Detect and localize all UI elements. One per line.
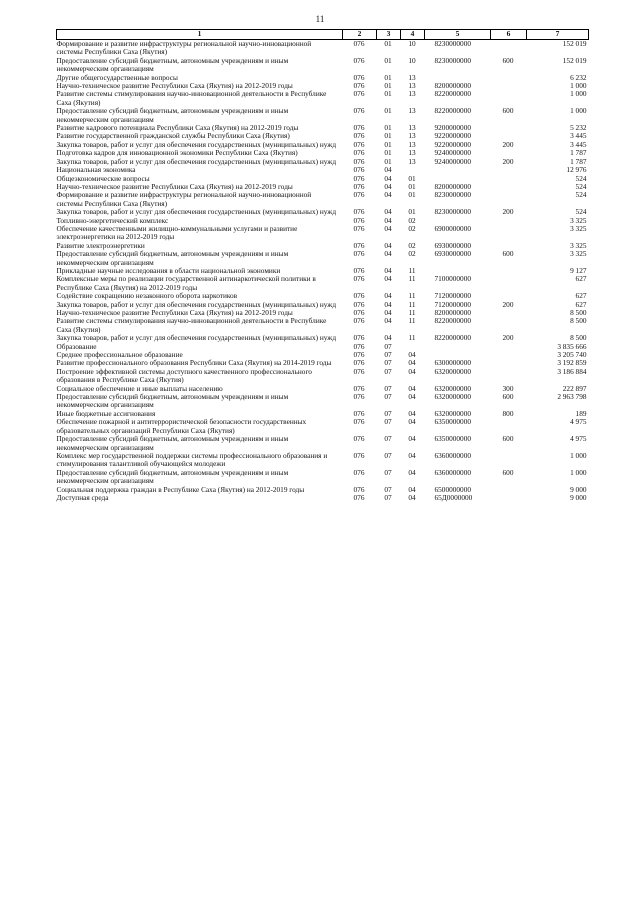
row-name: Содействие сокращению незаконного оборота наркотиков <box>56 291 238 301</box>
subsection-code: 04 <box>408 492 416 502</box>
table-row <box>57 435 589 452</box>
amount: 4 975 <box>570 417 587 427</box>
table-row <box>57 393 589 410</box>
target-article-code: 6900000000 <box>434 223 471 233</box>
row-name: Закупка товаров, работ и услуг для обеспечения государственных (муниципальных) нужд <box>56 299 337 309</box>
target-article-code: 6360000000 <box>434 450 471 460</box>
amount: 152 019 <box>562 55 587 65</box>
row-name: Научно-техническое развитие Республики Саха (Якутия) на 2012-2019 годы <box>56 181 293 191</box>
subsection-code: 02 <box>408 223 416 233</box>
amount: 9 127 <box>570 265 587 275</box>
row-name: Закупка товаров, работ и услуг для обеспечения государственных (муниципальных) нужд <box>56 333 337 343</box>
table-row <box>57 225 589 242</box>
section-code: 01 <box>384 72 392 82</box>
amount: 627 <box>575 299 587 309</box>
expense-type-code <box>491 124 527 132</box>
chapter-code: 076 <box>353 333 365 343</box>
row-name: Закупка товаров, работ и услуг для обеспечения государственных (муниципальных) нужд <box>56 139 337 149</box>
subsection-code: 04 <box>408 350 416 360</box>
chapter-code: 076 <box>353 165 365 175</box>
section-code: 01 <box>384 81 392 91</box>
chapter-code: 076 <box>353 223 365 233</box>
subsection-code: 10 <box>408 55 416 65</box>
amount: 1 000 <box>570 89 587 99</box>
amount: 1 000 <box>570 81 587 91</box>
section-code: 07 <box>384 492 392 502</box>
row-name: Доступная среда <box>56 492 109 502</box>
section-code: 04 <box>384 165 392 175</box>
chapter-code: 076 <box>353 89 365 99</box>
expense-type-code <box>491 343 527 351</box>
amount: 8 500 <box>570 316 587 326</box>
amount: 1 787 <box>570 148 587 158</box>
section-code: 01 <box>384 156 392 166</box>
expense-type-code <box>491 486 527 494</box>
table-row <box>57 158 589 166</box>
row-name: Комплекс мер государственной поддержки системы профессионального образования и стимулирования талантливой обучающейся молодежи <box>56 450 328 469</box>
target-article-code: 8230000000 <box>434 190 471 200</box>
subsection-code: 11 <box>408 299 416 309</box>
table-row <box>57 90 589 107</box>
row-name: Обеспечение качественными жилищно-коммунальными услугами и развитие электроэнергетики на 2012-2019 годы <box>56 223 298 242</box>
amount: 524 <box>575 173 587 183</box>
chapter-code: 076 <box>353 350 365 360</box>
table-row <box>57 250 589 267</box>
row-name: Социальная поддержка граждан в Республике Саха (Якутия) на 2012-2019 годы <box>56 484 305 494</box>
amount: 189 <box>575 408 587 418</box>
row-name: Другие общегосударственные вопросы <box>56 72 178 82</box>
expense-type-code <box>491 166 527 174</box>
table-row <box>57 191 589 208</box>
subsection-code: 11 <box>408 308 416 317</box>
section-code: 04 <box>384 240 392 250</box>
table-row <box>57 368 589 385</box>
subsection-code: 13 <box>408 148 416 158</box>
target-article-code: 9240000000 <box>434 156 471 166</box>
subsection-code: 04 <box>408 366 416 376</box>
target-article-code: 6320000000 <box>434 408 471 418</box>
expense-type-code <box>491 183 527 191</box>
target-article-code: 7120000000 <box>434 299 471 309</box>
amount: 524 <box>575 207 587 217</box>
amount: 1 787 <box>570 156 587 166</box>
table-body <box>57 40 589 503</box>
section-code: 01 <box>384 131 392 141</box>
row-name: Общеэкономические вопросы <box>56 173 150 183</box>
section-code: 07 <box>384 434 392 444</box>
expense-type-code: 600 <box>502 249 514 259</box>
subsection-code: 10 <box>408 39 416 48</box>
expense-type-code: 800 <box>502 408 514 418</box>
chapter-code: 076 <box>353 72 365 82</box>
target-article-code: 9220000000 <box>434 139 471 149</box>
table-row <box>57 40 589 57</box>
row-name: Развитие профессионального образования Республики Саха (Якутия) на 2014-2019 годы <box>56 358 332 368</box>
amount: 2 963 798 <box>557 392 587 402</box>
amount: 9 000 <box>570 492 587 502</box>
expense-type-code <box>491 90 527 107</box>
section-code: 07 <box>384 341 392 351</box>
table-row <box>57 334 589 342</box>
chapter-code: 076 <box>353 392 365 402</box>
table-row <box>57 469 589 486</box>
expense-type-code: 200 <box>502 207 514 217</box>
chapter-code: 076 <box>353 467 365 477</box>
expense-type-code <box>491 368 527 385</box>
subsection-code: 11 <box>408 291 416 301</box>
row-name: Предоставление субсидий бюджетным, автономным учреждениям и иным некоммерческим организациям <box>56 249 289 267</box>
expense-type-code <box>491 217 527 225</box>
expense-type-code: 200 <box>502 333 514 343</box>
target-article-code: 8230000000 <box>434 207 471 217</box>
row-name: Развитие системы стимулирования научно-инновационной деятельности в Республике Саха (Якутия) <box>56 316 327 334</box>
row-name: Формирование и развитие инфраструктуры региональной научно-инновационной системы Республики Саха (Якутия) <box>56 190 312 208</box>
subsection-code: 01 <box>408 173 416 183</box>
target-article-code: 8220000000 <box>434 333 471 343</box>
expense-type-code <box>491 275 527 292</box>
header-col-6: 6 <box>491 30 527 40</box>
row-name: Среднее профессиональное образование <box>56 350 183 360</box>
budget-table <box>56 29 589 502</box>
section-code: 04 <box>384 316 392 326</box>
row-name: Научно-техническое развитие Республики Саха (Якутия) на 2012-2019 годы <box>56 81 293 91</box>
row-name: Развитие системы стимулирования научно-инновационной деятельности в Республике Саха (Якутия) <box>56 89 327 107</box>
header-col-4: 4 <box>401 30 425 40</box>
section-code: 04 <box>384 274 392 284</box>
amount: 3 325 <box>570 240 587 250</box>
chapter-code: 076 <box>353 358 365 368</box>
section-code: 04 <box>384 223 392 233</box>
expense-type-code <box>491 452 527 469</box>
subsection-code: 04 <box>408 484 416 494</box>
expense-type-code <box>491 40 527 57</box>
target-article-code: 8220000000 <box>434 316 471 326</box>
subsection-code: 04 <box>408 383 416 393</box>
amount: 4 975 <box>570 434 587 444</box>
target-article-code: 6350000000 <box>434 417 471 427</box>
target-article-code: 6930000000 <box>434 240 471 250</box>
chapter-code: 076 <box>353 291 365 301</box>
target-article-code: 8230000000 <box>434 39 471 48</box>
amount: 524 <box>575 181 587 191</box>
amount: 8 500 <box>570 308 587 317</box>
section-code: 01 <box>384 89 392 99</box>
subsection-code: 13 <box>408 106 416 116</box>
subsection-code: 11 <box>408 274 416 284</box>
table-row <box>57 452 589 469</box>
subsection-code: 04 <box>408 408 416 418</box>
subsection-code: 11 <box>408 333 416 343</box>
subsection-code: 01 <box>408 207 416 217</box>
section-code: 04 <box>384 299 392 309</box>
expense-type-code: 200 <box>502 299 514 309</box>
target-article-code <box>425 166 491 174</box>
target-article-code: 8230000000 <box>434 55 471 65</box>
section-code: 07 <box>384 450 392 460</box>
subsection-code: 04 <box>408 434 416 444</box>
section-code: 01 <box>384 139 392 149</box>
expense-type-code: 600 <box>502 467 514 477</box>
chapter-code: 076 <box>353 450 365 460</box>
header-col-3: 3 <box>377 30 401 40</box>
row-name: Предоставление субсидий бюджетным, автономным учреждениям и иным некоммерческим организациям <box>56 467 289 486</box>
chapter-code: 076 <box>353 434 365 444</box>
subsection-code: 02 <box>408 249 416 259</box>
target-article-code: 9240000000 <box>434 148 471 158</box>
table-row <box>57 107 589 124</box>
expense-type-code <box>491 309 527 317</box>
expense-type-code <box>491 418 527 435</box>
chapter-code: 076 <box>353 156 365 166</box>
section-code: 01 <box>384 106 392 116</box>
chapter-code: 076 <box>353 39 365 48</box>
header-col-2: 2 <box>343 30 377 40</box>
subsection-code: 13 <box>408 81 416 91</box>
section-code: 04 <box>384 173 392 183</box>
expense-type-code: 200 <box>502 139 514 149</box>
subsection-code: 01 <box>408 190 416 200</box>
chapter-code: 076 <box>353 366 365 376</box>
target-article-code: 7120000000 <box>434 291 471 301</box>
section-code: 04 <box>384 265 392 275</box>
section-code: 07 <box>384 392 392 402</box>
row-name: Национальная экономика <box>56 165 136 175</box>
subsection-code: 13 <box>408 72 416 82</box>
row-name: Предоставление субсидий бюджетным, автономным учреждениям и иным некоммерческим организациям <box>56 106 289 124</box>
subsection-code: 04 <box>408 450 416 460</box>
amount: 6 232 <box>570 72 587 82</box>
section-code: 01 <box>384 39 392 48</box>
row-name: Топливно-энергетический комплекс <box>56 215 169 225</box>
row-name: Построение эффективной системы доступного качественного профессионального образования в Республике Саха (Якутия) <box>56 366 312 385</box>
row-name: Социальное обеспечение и иные выплаты населению <box>56 383 223 393</box>
expense-type-code <box>491 317 527 334</box>
target-article-code: 6320000000 <box>434 392 471 402</box>
chapter-code: 076 <box>353 383 365 393</box>
expense-type-code <box>491 267 527 275</box>
target-article-code: 9220000000 <box>434 131 471 141</box>
amount: 3 325 <box>570 249 587 259</box>
chapter-code: 076 <box>353 484 365 494</box>
row-name: Развитие электроэнергетики <box>56 240 145 250</box>
subsection-code: 02 <box>408 240 416 250</box>
header-col-5: 5 <box>425 30 491 40</box>
table-row <box>57 418 589 435</box>
subsection-code: 04 <box>408 467 416 477</box>
amount: 1 000 <box>570 467 587 477</box>
table-row <box>57 486 589 494</box>
amount: 627 <box>575 291 587 301</box>
expense-type-code: 600 <box>502 106 514 116</box>
amount: 524 <box>575 190 587 200</box>
expense-type-code <box>491 494 527 502</box>
target-article-code: 65Д0000000 <box>434 492 473 502</box>
amount: 3 445 <box>570 139 587 149</box>
target-article-code: 6320000000 <box>434 366 471 376</box>
amount: 3 186 884 <box>557 366 587 376</box>
chapter-code: 076 <box>353 249 365 259</box>
section-code: 04 <box>384 190 392 200</box>
target-article-code: 6320000000 <box>434 383 471 393</box>
chapter-code: 076 <box>353 265 365 275</box>
expense-type-code <box>491 225 527 242</box>
target-article-code: 8220000000 <box>434 106 471 116</box>
amount: 222 897 <box>562 383 587 393</box>
target-article-code: 6300000000 <box>434 358 471 368</box>
amount: 3 192 859 <box>557 358 587 368</box>
chapter-code: 076 <box>353 492 365 502</box>
target-article-code: 6350000000 <box>434 434 471 444</box>
subsection-code: 04 <box>408 358 416 368</box>
row-name: Научно-техническое развитие Республики Саха (Якутия) на 2012-2019 годы <box>56 308 293 317</box>
chapter-code: 076 <box>353 55 365 65</box>
expense-type-code <box>491 82 527 90</box>
chapter-code: 076 <box>353 207 365 217</box>
target-article-code: 6500000000 <box>434 484 471 494</box>
chapter-code: 076 <box>353 123 365 133</box>
amount: 3 205 740 <box>557 350 587 360</box>
section-code: 04 <box>384 215 392 225</box>
section-code: 07 <box>384 417 392 427</box>
section-code: 07 <box>384 408 392 418</box>
row-name: Предоставление субсидий бюджетным, автономным учреждениям и иным некоммерческим организациям <box>56 434 289 452</box>
row-name: Образование <box>56 341 97 351</box>
row-name: Развитие кадрового потенциала Республики Саха (Якутия) на 2012-2019 годы <box>56 123 299 133</box>
expense-type-code: 300 <box>502 383 514 393</box>
subsection-code: 04 <box>408 417 416 427</box>
chapter-code: 076 <box>353 417 365 427</box>
expense-type-code <box>491 175 527 183</box>
expense-type-code: 600 <box>502 392 514 402</box>
section-code: 04 <box>384 333 392 343</box>
section-code: 04 <box>384 308 392 317</box>
target-article-code: 8200000000 <box>434 181 471 191</box>
amount: 3 835 666 <box>557 341 587 351</box>
table-header-row <box>57 30 589 40</box>
row-name: Предоставление субсидий бюджетным, автономным учреждениям и иным некоммерческим организациям <box>56 392 289 410</box>
row-name: Иные бюджетные ассигнования <box>56 408 156 418</box>
section-code: 01 <box>384 148 392 158</box>
section-code: 07 <box>384 383 392 393</box>
expense-type-code <box>491 359 527 367</box>
target-article-code: 7100000000 <box>434 274 471 284</box>
section-code: 07 <box>384 467 392 477</box>
target-article-code: 6360000000 <box>434 467 471 477</box>
section-code: 07 <box>384 366 392 376</box>
amount: 5 232 <box>570 123 587 133</box>
row-name: Развитие государственной гражданской службы Республики Саха (Якутия) <box>56 131 290 141</box>
table-row <box>57 57 589 74</box>
chapter-code: 076 <box>353 240 365 250</box>
row-name: Формирование и развитие инфраструктуры региональной научно-инновационной системы Республики Саха (Якутия) <box>56 39 312 57</box>
subsection-code: 13 <box>408 156 416 166</box>
section-code: 07 <box>384 350 392 360</box>
row-name: Обеспечение пожарной и антитеррористической безопасности государственных образовательных организаций Республики Саха (Якутия) <box>56 417 307 435</box>
section-code: 04 <box>384 181 392 191</box>
amount: 9 000 <box>570 484 587 494</box>
subsection-code: 04 <box>408 392 416 402</box>
chapter-code: 076 <box>353 173 365 183</box>
section-code: 01 <box>384 55 392 65</box>
amount: 1 000 <box>570 106 587 116</box>
amount: 3 325 <box>570 223 587 233</box>
subsection-code: 01 <box>408 181 416 191</box>
chapter-code: 076 <box>353 190 365 200</box>
subsection-code: 02 <box>408 215 416 225</box>
amount: 152 019 <box>562 39 587 48</box>
row-name: Предоставление субсидий бюджетным, автономным учреждениям и иным некоммерческим организациям <box>56 55 289 74</box>
section-code: 07 <box>384 358 392 368</box>
subsection-code: 11 <box>408 265 416 275</box>
subsection-code: 11 <box>408 316 416 326</box>
chapter-code: 076 <box>353 148 365 158</box>
row-name: Прикладные научные исследования в области национальной экономики <box>56 265 281 275</box>
section-code: 01 <box>384 123 392 133</box>
chapter-code: 076 <box>353 215 365 225</box>
expense-type-code <box>491 191 527 208</box>
row-name: Закупка товаров, работ и услуг для обеспечения государственных (муниципальных) нужд <box>56 207 337 217</box>
amount: 3 445 <box>570 131 587 141</box>
expense-type-code: 600 <box>502 55 514 65</box>
subsection-code: 13 <box>408 89 416 99</box>
page-number: 11 <box>315 14 325 24</box>
subsection-code: 13 <box>408 139 416 149</box>
amount: 3 325 <box>570 215 587 225</box>
target-article-code <box>425 343 491 351</box>
chapter-code: 076 <box>353 274 365 284</box>
amount: 8 500 <box>570 333 587 343</box>
table-row <box>57 275 589 292</box>
target-article-code: 8200000000 <box>434 81 471 91</box>
amount: 627 <box>575 274 587 284</box>
chapter-code: 076 <box>353 181 365 191</box>
chapter-code: 076 <box>353 106 365 116</box>
chapter-code: 076 <box>353 408 365 418</box>
header-col-7: 7 <box>527 30 589 40</box>
target-article-code: 9200000000 <box>434 123 471 133</box>
chapter-code: 076 <box>353 139 365 149</box>
section-code: 04 <box>384 207 392 217</box>
row-name: Закупка товаров, работ и услуг для обеспечения государственных (муниципальных) нужд <box>56 156 337 166</box>
amount: 12 976 <box>566 165 587 175</box>
expense-type-code <box>491 74 527 82</box>
chapter-code: 076 <box>353 316 365 326</box>
header-col-1: 1 <box>57 30 343 40</box>
subsection-code: 13 <box>408 131 416 141</box>
target-article-code: 8200000000 <box>434 308 471 317</box>
target-article-code: 6930000000 <box>434 249 471 259</box>
chapter-code: 076 <box>353 341 365 351</box>
chapter-code: 076 <box>353 131 365 141</box>
chapter-code: 076 <box>353 299 365 309</box>
table-row <box>57 494 589 502</box>
section-code: 04 <box>384 291 392 301</box>
subsection-code: 13 <box>408 123 416 133</box>
chapter-code: 076 <box>353 308 365 317</box>
section-code: 04 <box>384 249 392 259</box>
chapter-code: 076 <box>353 81 365 91</box>
row-name: Комплексные меры по реализации государственной антинаркотической политики в Республике Саха (Якутия) на 2012-2019 годы <box>56 274 316 292</box>
expense-type-code: 600 <box>502 434 514 444</box>
expense-type-code: 200 <box>502 156 514 166</box>
section-code: 07 <box>384 484 392 494</box>
row-name: Подготовка кадров для инновационной экономики Республики Саха (Якутия) <box>56 148 298 158</box>
table-row <box>57 317 589 334</box>
target-article-code: 8220000000 <box>434 89 471 99</box>
expense-type-code <box>491 351 527 359</box>
amount: 1 000 <box>570 450 587 460</box>
